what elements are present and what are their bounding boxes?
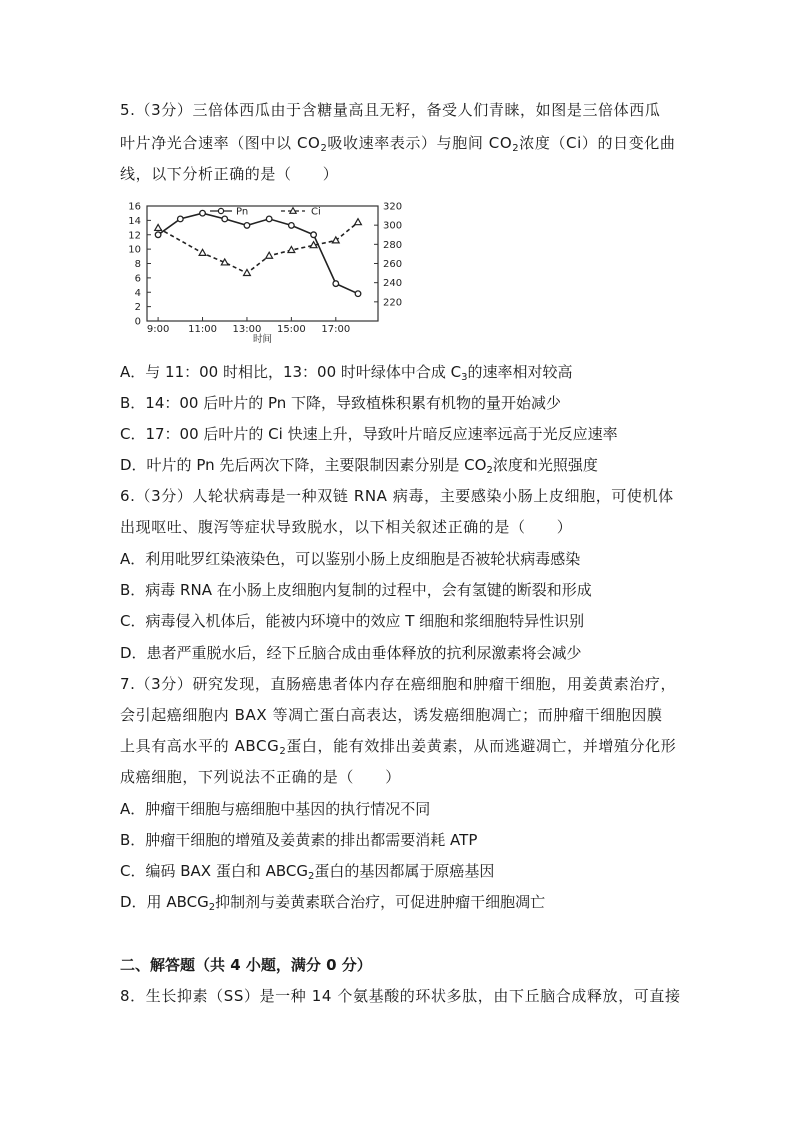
pn-ci-line-chart [118, 198, 418, 343]
x-tick-label: 17:00 [321, 324, 351, 335]
x-tick-label: 9:00 [146, 324, 170, 335]
q7-stem-line3: 上具有高水平的 $ABCG_2$蛋白，能有效排出姜黄素，从而逃避凋亡，并增殖分化形 [120, 737, 677, 757]
q6-option-c[interactable]: C．病毒侵入机体后，能被内环境中的效应 T 细胞和浆细胞特异性识别 [120, 612, 585, 630]
q6-option-d[interactable]: D．患者严重脱水后，经下丘脑合成由垂体释放的抗利尿激素将会减少 [120, 644, 582, 662]
x-axis-label: 时间 [252, 334, 273, 343]
left-y-tick-label: 16 [128, 201, 141, 213]
legend-pn-marker [218, 208, 223, 213]
ci-point [155, 224, 162, 230]
left-y-tick-label: 4 [134, 287, 141, 299]
right-y-tick-label: 220 [383, 297, 403, 309]
left-y-tick-label: 10 [128, 244, 141, 256]
ci-point [355, 219, 362, 225]
ci-point [310, 242, 317, 248]
plot-frame [147, 206, 378, 321]
left-y-tick-label: 6 [134, 273, 141, 285]
pn-point [200, 210, 206, 216]
pn-point [333, 281, 339, 287]
ci-point [288, 246, 295, 252]
left-y-tick-label: 14 [128, 215, 141, 227]
legend-pn-label: Pn [236, 206, 249, 218]
pn-point [178, 216, 184, 222]
q6-stem-line1: 6.（3分）人轮状病毒是一种双链 RNA 病毒，主要感染小肠上皮细胞，可使机体 [120, 487, 674, 505]
q7-option-d[interactable]: D．用 $ABCG_2$抑制剂与姜黄素联合治疗，可促进肿瘤干细胞凋亡 [120, 893, 546, 913]
left-y-tick-label: 12 [128, 230, 141, 242]
q8-stem-line1: 8．生长抑素（SS）是一种 14 个氨基酸的环状多肽，由下丘脑合成释放，可直接 [120, 987, 681, 1005]
right-y-tick-label: 280 [383, 239, 403, 251]
right-y-tick-label: 260 [383, 259, 403, 270]
right-y-tick-label: 300 [383, 220, 403, 232]
right-y-tick-label: 240 [383, 278, 403, 290]
q5-option-c[interactable]: C．17：00 后叶片的 Ci 快速上升，导致叶片暗反应速率远高于光反应速率 [120, 425, 618, 443]
q5-stem-line2: 叶片净光合速率（图中以 $CO_2$吸收速率表示）与胞间 $CO_2$浓度（Ci）的日变化曲 [120, 134, 676, 154]
right-y-tick-label: 320 [383, 201, 403, 213]
q5-stem-line1: 5.（3分）三倍体西瓜由于含糖量高且无籽，备受人们青睐，如图是三倍体西瓜 [120, 101, 661, 119]
q6-option-b[interactable]: B．病毒 RNA 在小肠上皮细胞内复制的过程中，会有氢键的断裂和形成 [120, 581, 592, 599]
q7-stem-line1: 7.（3分）研究发现，直肠癌患者体内存在癌细胞和肿瘤干细胞，用姜黄素治疗， [120, 675, 677, 693]
ci-point [199, 249, 206, 255]
ci-point [221, 259, 228, 265]
q5-option-a[interactable]: A．与 11：00 时相比，13：00 时叶绿体中合成 $C_3$的速率相对较高 [120, 363, 573, 383]
ci-point [266, 252, 273, 258]
q5-option-d[interactable]: D．叶片的 Pn 先后两次下降，主要限制因素分别是 $CO_2$浓度和光照强度 [120, 456, 598, 476]
q7-stem-line4: 成癌细胞，下列说法不正确的是（ ） [120, 768, 401, 786]
pn-point [222, 216, 228, 222]
q5-stem-line3: 线，以下分析正确的是（ ） [120, 165, 339, 183]
pn-point [355, 291, 361, 297]
left-y-tick-label: 8 [134, 259, 141, 270]
q7-option-b[interactable]: B．肿瘤干细胞的增殖及姜黄素的排出都需要消耗 ATP [120, 831, 478, 849]
pn-point [244, 223, 250, 229]
x-tick-label: 15:00 [276, 324, 306, 335]
q6-stem-line2: 出现呕吐、腹泻等症状导致脱水，以下相关叙述正确的是（ ） [120, 518, 573, 536]
series-line-pn [158, 213, 358, 294]
left-y-tick-label: 0 [134, 316, 141, 328]
q7-option-c[interactable]: C．编码 BAX 蛋白和 $ABCG_2$蛋白的基因都属于原癌基因 [120, 862, 495, 882]
ci-point [244, 269, 251, 275]
q7-stem-line2: 会引起癌细胞内 BAX 等凋亡蛋白高表达，诱发癌细胞凋亡；而肿瘤干细胞因膜 [120, 706, 663, 724]
x-tick-label: 13:00 [232, 324, 262, 335]
pn-point [311, 232, 317, 238]
pn-point [155, 232, 161, 238]
pn-point [289, 223, 295, 229]
pn-point [266, 216, 272, 222]
x-tick-label: 11:00 [188, 324, 217, 335]
left-y-tick-label: 2 [134, 302, 141, 314]
q7-option-a[interactable]: A．肿瘤干细胞与癌细胞中基因的执行情况不同 [120, 800, 431, 818]
q6-option-a[interactable]: A．利用吡罗红染液染色，可以鉴别小肠上皮细胞是否被轮状病毒感染 [120, 550, 581, 568]
q5-option-b[interactable]: B．14：00 后叶片的 Pn 下降，导致植株积累有机物的量开始减少 [120, 394, 562, 412]
section-2-heading: 二、解答题（共 4 小题，满分 0 分） [120, 956, 372, 974]
legend-ci-label: Ci [311, 206, 321, 218]
